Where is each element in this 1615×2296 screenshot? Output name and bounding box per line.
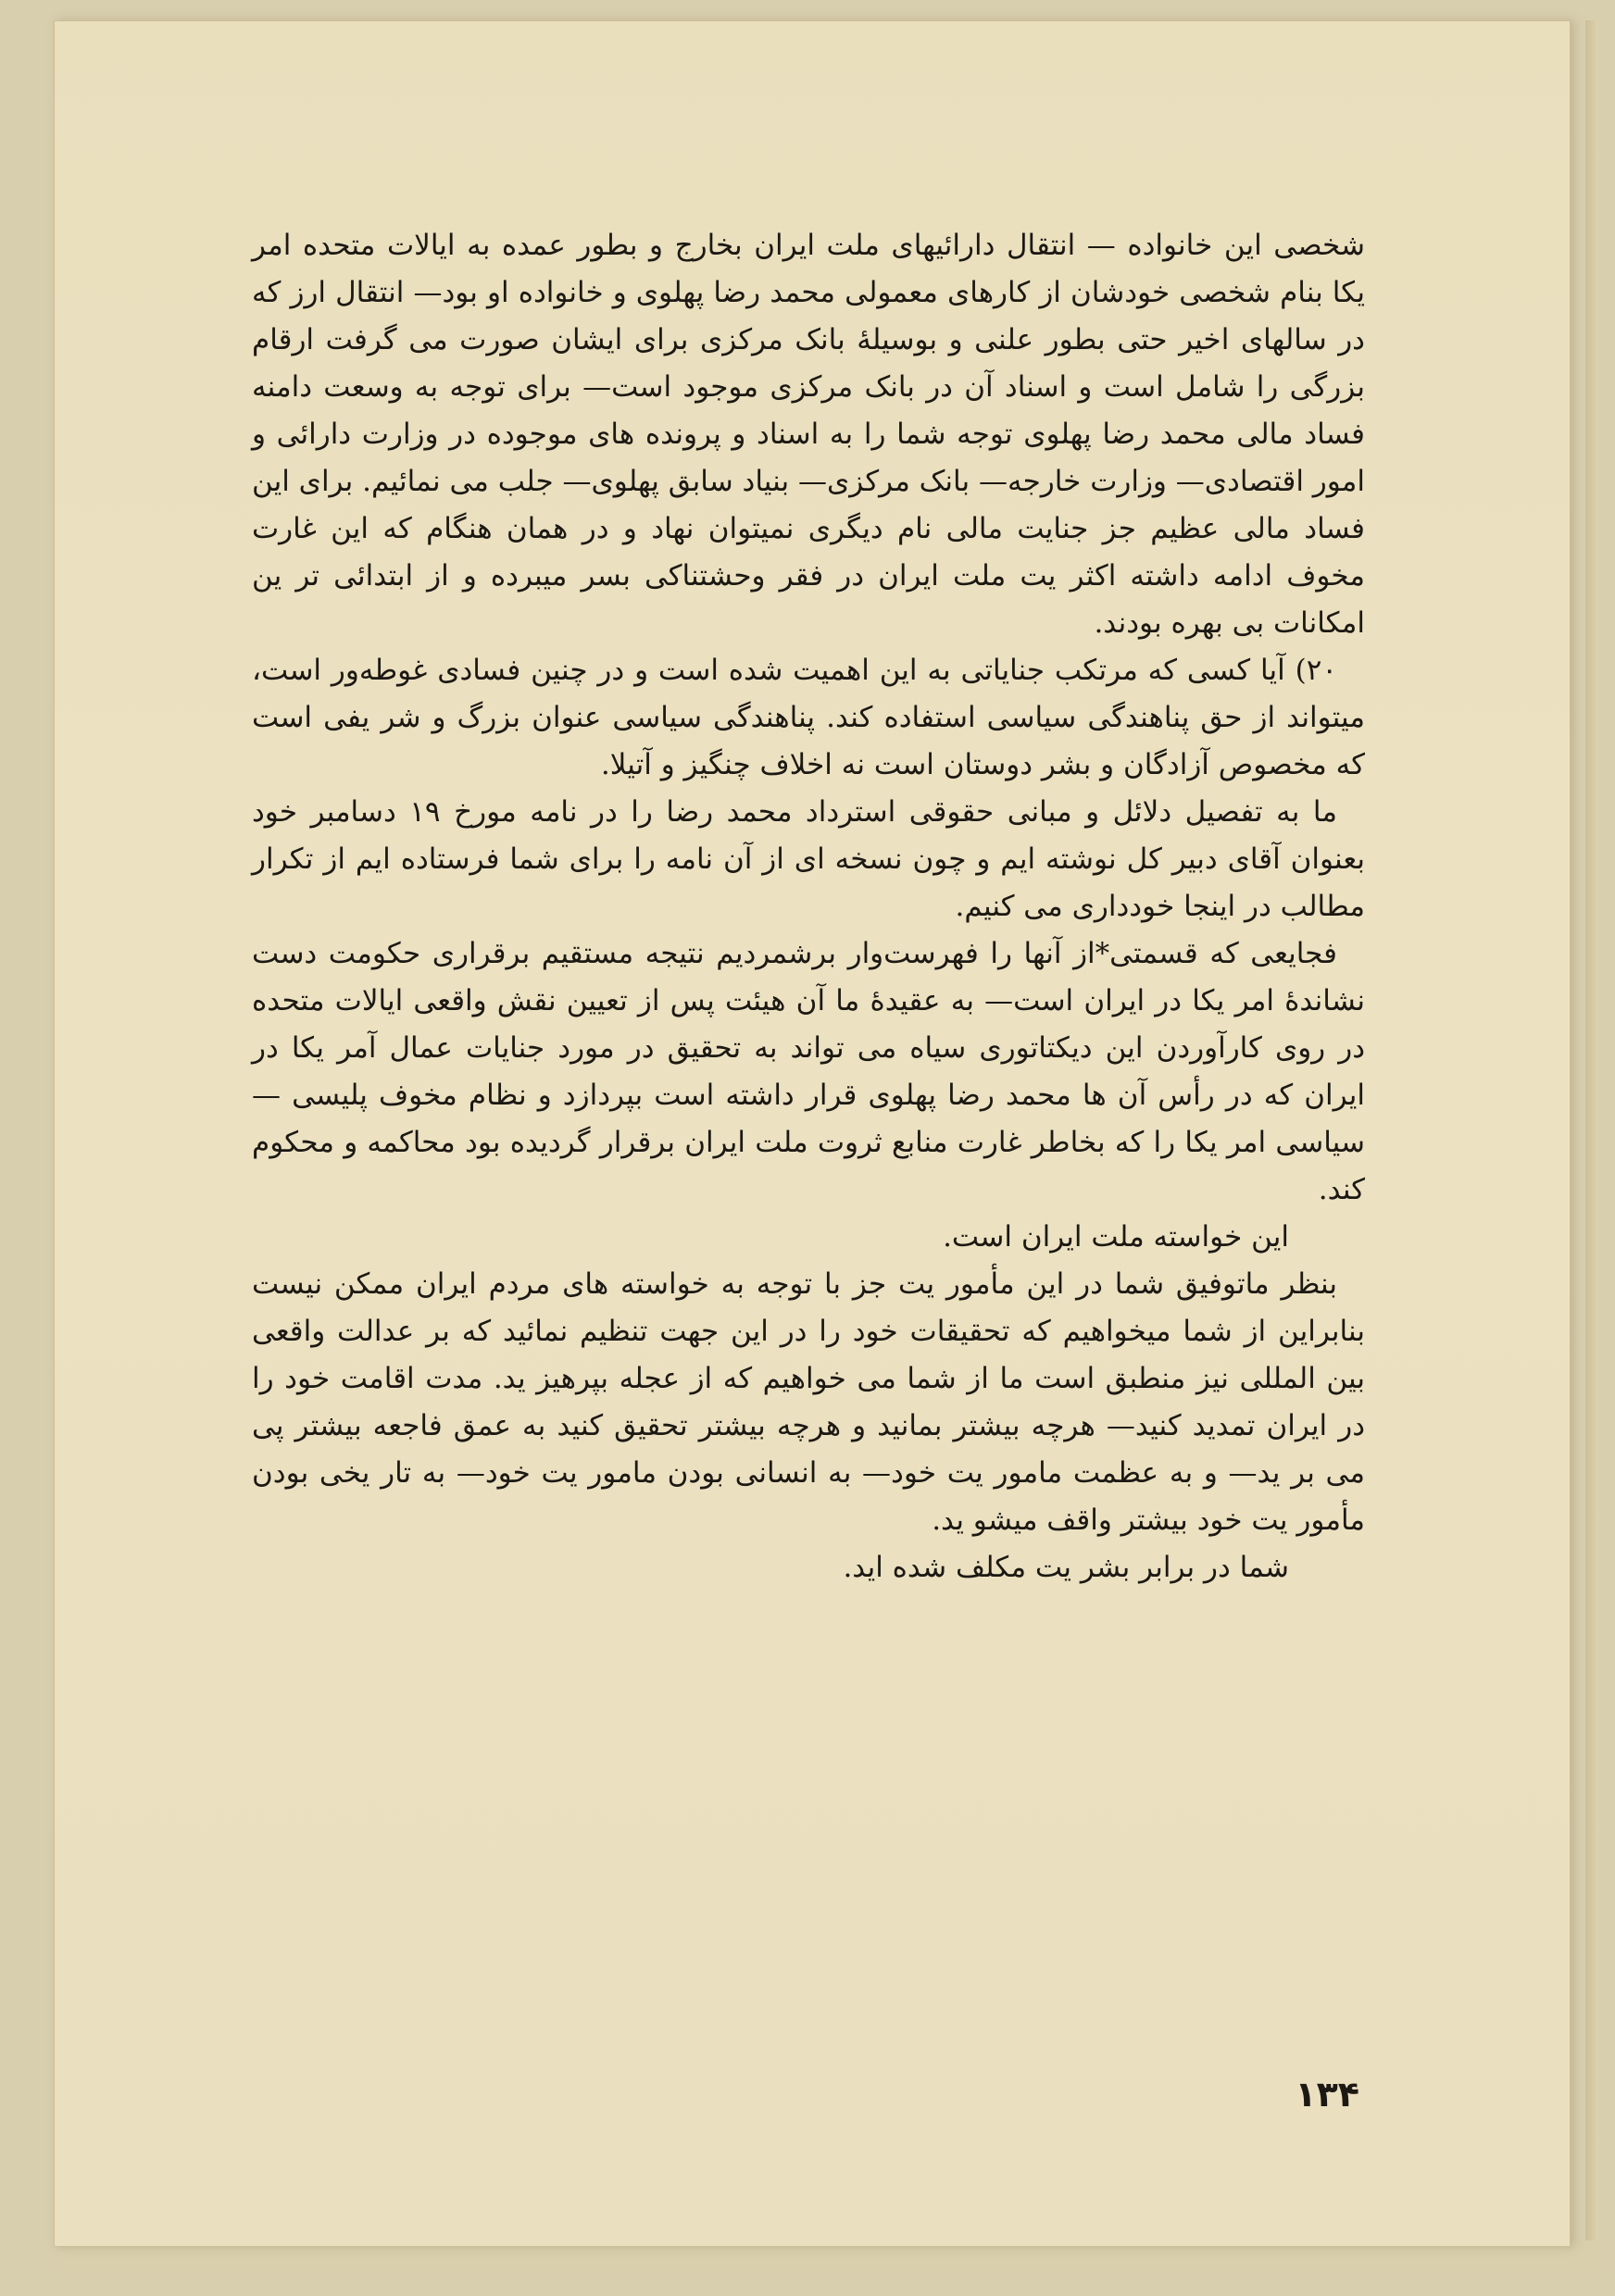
- paragraph-3: ما به تفصیل دلائل و مبانی حقوقی استرداد محمد رضا را در نامه مورخ ۱۹ دسامبر خود بعنوان آقای دبیر کل نوشته ایم و چون نسخه ای از آن نامه را برای شما فرستاده ایم از تکرار مطالب در اینجا خودداری می کنیم.: [252, 795, 1365, 923]
- paragraph-7: شما در برابر بشر یت مکلف شده اید.: [843, 1551, 1289, 1584]
- paragraph-6: بنظر ماتوفیق شما در این مأمور یت جز با توجه به خواسته های مردم ایران ممکن نیست بنابراین از شما میخواهیم که تحقیقات خود را در این جهت تنظیم نمائید که بر عدالت واقعی بین المللی نیز منطبق است ما از شما می خواهیم که از عجله بپرهیز ید. مدت اقامت خود را در ایران تمدید کنید— هرچه بیشتر بمانید و هرچه بیشتر تحقیق کنید به عمق فاجعه بیشتر پی می بر ید— و به عظمت مامور یت خود— به انسانی بودن مامور یت خود— به تار یخی بودن مأمور یت خود بیشتر واقف میشو ید.: [252, 1267, 1365, 1537]
- page-edge: [1585, 20, 1598, 2247]
- paragraph-2: ۲۰) آیا کسی که مرتکب جنایاتی به این اهمیت شده است و در چنین فسادی غوطه‌ور است، میتواند از حق پناهندگی سیاسی استفاده کند. پناهندگی سیاسی عنوان بزرگ و شر یفی است که مخصوص آزادگان و بشر دوستان است نه اخلاف چنگیز و آتیلا.: [252, 654, 1365, 781]
- paragraph-4: فجایعی که قسمتی*از آنها را فهرست‌وار برشمردیم نتیجه مستقیم برقراری حکومت دست نشاندهٔ امر یکا در ایران است— به عقیدهٔ ما آن هیئت پس از تعیین نقش واقعی ایالات متحده در روی کارآوردن این دیکتاتوری سیاه می تواند به تحقیق در مورد جنایات عمال آمر یکا در ایران که در رأس آن ها محمد رضا پهلوی قرار داشته است بپردازد و نظام مخوف پلیسی —سیاسی امر یکا را که بخاطر غارت منابع ثروت ملت ایران برقرار گردیده بود محاکمه و محکوم کند.: [252, 937, 1365, 1206]
- paragraph-5: این خواسته ملت ایران است.: [943, 1220, 1289, 1254]
- body-text: [252, 222, 1365, 1591]
- paragraph-1: شخصی این خانواده — انتقال دارائیهای ملت ایران بخارج و بطور عمده به ایالات متحده امر یکا بنام شخصی خودشان از کارهای معمولی محمد رضا پهلوی و خانواده او بود— انتقال ارز که در سالهای اخیر حتی بطور علنی و بوسیلهٔ بانک مرکزی برای ایشان صورت می گرفت ارقام بزرگی را شامل است و اسناد آن در بانک مرکزی موجود است— برای توجه به وسعت دامنه فساد مالی محمد رضا پهلوی توجه شما را به اسناد و پرونده های موجوده در وزارت دارائی و امور اقتصادی— وزارت خارجه— بانک مرکزی— بنیاد سابق پهلوی— جلب می نمائیم. برای این فساد مالی عظیم جز جنایت مالی نام دیگری نمیتوان نهاد و در همان هنگام که این غارت مخوف ادامه داشته اکثر یت ملت ایران در فقر وحشتناکی بسر میبرده و از ابتدائی تر ین امکانات بی بهره بودند.: [251, 229, 1365, 640]
- page-number: ۱۳۴: [1295, 2074, 1359, 2115]
